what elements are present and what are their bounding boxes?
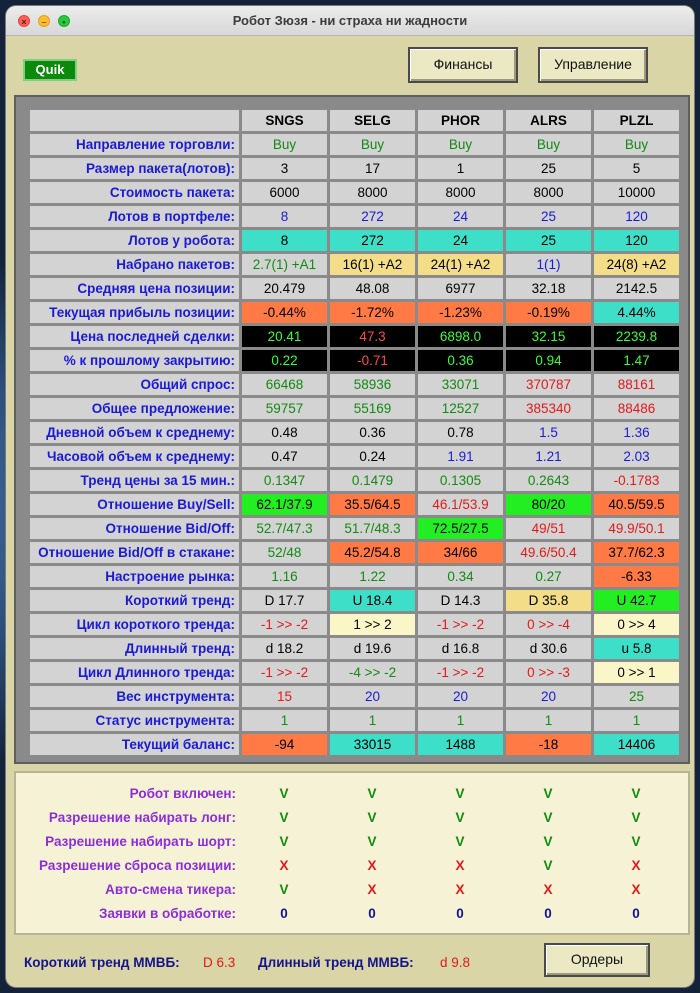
grid-row xyxy=(30,230,679,251)
permission-row xyxy=(16,877,680,901)
grid-cell: 88161 xyxy=(594,374,679,395)
permission-toggle[interactable]: X xyxy=(631,857,641,873)
permission-toggle[interactable]: 0 xyxy=(280,905,288,921)
status-footer xyxy=(6,938,694,987)
grid-cell: -0.1783 xyxy=(594,470,679,491)
grid-cell: 1.47 xyxy=(594,350,679,371)
grid-cell: Buy xyxy=(594,134,679,155)
grid-cell: Buy xyxy=(330,134,415,155)
grid-cell: 40.5/59.5 xyxy=(594,494,679,515)
grid-cell: 0.1347 xyxy=(242,470,327,491)
grid-cell: d 16.8 xyxy=(418,638,503,659)
grid-cell: d 18.2 xyxy=(242,638,327,659)
permission-label: Разрешение набирать лонг: xyxy=(48,809,236,825)
title-bar xyxy=(6,6,694,36)
grid-cell: 1.36 xyxy=(594,422,679,443)
permission-toggle[interactable]: V xyxy=(455,833,465,849)
permissions-panel xyxy=(14,771,690,935)
grid-cell: 1 xyxy=(330,710,415,731)
grid-cell: 1 xyxy=(506,710,591,731)
grid-cell: -1.72% xyxy=(330,302,415,323)
grid-cell: 0.48 xyxy=(242,422,327,443)
permission-toggle[interactable]: 0 xyxy=(632,905,640,921)
grid-row xyxy=(30,350,679,371)
grid-cell: 24(1) +A2 xyxy=(418,254,503,275)
grid-cell: 0.24 xyxy=(330,446,415,467)
grid-cell: 0.1305 xyxy=(418,470,503,491)
grid-cell: -1.23% xyxy=(418,302,503,323)
grid-cell: 8 xyxy=(242,230,327,251)
grid-cell: 12527 xyxy=(418,398,503,419)
grid-row xyxy=(30,734,679,755)
permission-toggle[interactable]: V xyxy=(279,833,289,849)
row-label: Короткий тренд: xyxy=(30,590,239,611)
grid-cell: 0.78 xyxy=(418,422,503,443)
grid-cell: 58936 xyxy=(330,374,415,395)
row-label: Лотов у робота: xyxy=(30,230,239,251)
close-icon[interactable]: × xyxy=(18,15,30,27)
permission-toggle[interactable]: 0 xyxy=(544,905,552,921)
row-label: Цикл Длинного тренда: xyxy=(30,662,239,683)
grid-row xyxy=(30,278,679,299)
grid-cell: 0.47 xyxy=(242,446,327,467)
grid-cell: -1 >> -2 xyxy=(242,614,327,635)
row-label: Отношение Bid/Off в стакане: xyxy=(30,542,239,563)
grid-cell: D 35.8 xyxy=(506,590,591,611)
grid-cell: 25 xyxy=(594,686,679,707)
grid-row xyxy=(30,158,679,179)
permissions-table xyxy=(16,781,680,925)
grid-row xyxy=(30,662,679,683)
permission-toggle[interactable]: V xyxy=(455,809,465,825)
permission-toggle[interactable]: V xyxy=(279,809,289,825)
grid-cell: 20.41 xyxy=(242,326,327,347)
permission-toggle[interactable]: X xyxy=(543,881,553,897)
grid-row xyxy=(30,470,679,491)
row-label: Общее предложение: xyxy=(30,398,239,419)
row-label: % к прошлому закрытию: xyxy=(30,350,239,371)
grid-cell: 6977 xyxy=(418,278,503,299)
grid-cell: 120 xyxy=(594,206,679,227)
grid-cell: 62.1/37.9 xyxy=(242,494,327,515)
permission-row xyxy=(16,853,680,877)
grid-corner xyxy=(30,110,239,131)
grid-cell: 20 xyxy=(418,686,503,707)
grid-cell: 0 >> -4 xyxy=(506,614,591,635)
permission-toggle[interactable]: V xyxy=(279,785,289,801)
permission-toggle[interactable]: V xyxy=(631,785,641,801)
grid-cell: 1(1) xyxy=(506,254,591,275)
long-trend-value: d 9.8 xyxy=(440,955,471,970)
grid-cell: 37.7/62.3 xyxy=(594,542,679,563)
grid-cell: 272 xyxy=(330,206,415,227)
grid-cell: -1 >> -2 xyxy=(418,662,503,683)
permission-row xyxy=(16,805,680,829)
grid-cell: 0.27 xyxy=(506,566,591,587)
row-label: Тренд цены за 15 мин.: xyxy=(30,470,239,491)
permission-label: Авто-смена тикера: xyxy=(105,881,236,897)
grid-cell: 0.1479 xyxy=(330,470,415,491)
grid-cell: 2239.8 xyxy=(594,326,679,347)
grid-cell: -6.33 xyxy=(594,566,679,587)
grid-cell: 15 xyxy=(242,686,327,707)
grid-cell: 5 xyxy=(594,158,679,179)
permission-toggle[interactable]: V xyxy=(543,833,553,849)
grid-cell: d 30.6 xyxy=(506,638,591,659)
grid-cell: 24 xyxy=(418,206,503,227)
ticker-header[interactable]: PLZL xyxy=(594,110,679,131)
row-label: Текущая прибыль позиции: xyxy=(30,302,239,323)
permission-toggle[interactable]: X xyxy=(367,857,377,873)
grid-cell: U 42.7 xyxy=(594,590,679,611)
grid-cell: 4.44% xyxy=(594,302,679,323)
row-label: Длинный тренд: xyxy=(30,638,239,659)
grid-cell: 88486 xyxy=(594,398,679,419)
grid-cell: 1 xyxy=(242,710,327,731)
row-label: Вес инструмента: xyxy=(30,686,239,707)
grid-cell: d 19.6 xyxy=(330,638,415,659)
grid-cell: -94 xyxy=(242,734,327,755)
grid-cell: 52/48 xyxy=(242,542,327,563)
grid-cell: 24(8) +A2 xyxy=(594,254,679,275)
grid-cell: 1.22 xyxy=(330,566,415,587)
permission-toggle[interactable]: V xyxy=(367,809,377,825)
grid-row xyxy=(30,254,679,275)
row-label: Лотов в портфеле: xyxy=(30,206,239,227)
grid-cell: 0 >> -3 xyxy=(506,662,591,683)
permission-toggle[interactable]: X xyxy=(367,881,377,897)
grid-cell: 80/20 xyxy=(506,494,591,515)
grid-row xyxy=(30,494,679,515)
row-label: Размер пакета(лотов): xyxy=(30,158,239,179)
grid-cell: -18 xyxy=(506,734,591,755)
window-title: Робот Зюзя - ни страха ни жадности xyxy=(232,13,468,28)
ticker-header[interactable]: ALRS xyxy=(506,110,591,131)
grid-row xyxy=(30,182,679,203)
grid-row xyxy=(30,446,679,467)
grid-cell: 20 xyxy=(506,686,591,707)
grid-cell: 14406 xyxy=(594,734,679,755)
grid-row xyxy=(30,374,679,395)
grid-cell: Buy xyxy=(418,134,503,155)
grid-cell: 3 xyxy=(242,158,327,179)
grid-cell: 272 xyxy=(330,230,415,251)
row-label: Статус инструмента: xyxy=(30,710,239,731)
permission-toggle[interactable]: X xyxy=(279,857,289,873)
row-label: Цена последней сделки: xyxy=(30,326,239,347)
grid-cell: 1.5 xyxy=(506,422,591,443)
grid-cell: 45.2/54.8 xyxy=(330,542,415,563)
grid-cell: 17 xyxy=(330,158,415,179)
grid-cell: D 14.3 xyxy=(418,590,503,611)
grid-row xyxy=(30,710,679,731)
permission-toggle[interactable]: V xyxy=(367,833,377,849)
grid-cell: 2.7(1) +A1 xyxy=(242,254,327,275)
row-label: Текущий баланс: xyxy=(30,734,239,755)
minimize-icon[interactable]: – xyxy=(38,15,50,27)
grid-cell: 6000 xyxy=(242,182,327,203)
orders-button[interactable]: Ордеры xyxy=(544,943,650,977)
grid-cell: -0.19% xyxy=(506,302,591,323)
grid-cell: 0 >> 1 xyxy=(594,662,679,683)
grid-header-row xyxy=(30,110,679,131)
long-trend-label: Длинный тренд ММВБ: xyxy=(258,955,414,970)
grid-cell: 0 >> 4 xyxy=(594,614,679,635)
grid-cell: 32.15 xyxy=(506,326,591,347)
instrument-grid xyxy=(27,107,682,758)
row-label: Цикл короткого тренда: xyxy=(30,614,239,635)
permission-toggle[interactable]: X xyxy=(631,881,641,897)
grid-cell: 66468 xyxy=(242,374,327,395)
grid-row xyxy=(30,614,679,635)
grid-cell: 1.21 xyxy=(506,446,591,467)
grid-cell: Buy xyxy=(506,134,591,155)
grid-cell: 1488 xyxy=(418,734,503,755)
grid-cell: 0.22 xyxy=(242,350,327,371)
grid-cell: 6898.0 xyxy=(418,326,503,347)
ticker-header[interactable]: SNGS xyxy=(242,110,327,131)
instrument-grid-panel xyxy=(14,95,690,764)
permission-toggle[interactable]: V xyxy=(543,809,553,825)
grid-row xyxy=(30,518,679,539)
row-label: Отношение Buy/Sell: xyxy=(30,494,239,515)
permission-toggle[interactable]: V xyxy=(543,785,553,801)
grid-cell: U 18.4 xyxy=(330,590,415,611)
grid-cell: 1.91 xyxy=(418,446,503,467)
grid-cell: -0.44% xyxy=(242,302,327,323)
grid-cell: 385340 xyxy=(506,398,591,419)
row-label: Общий спрос: xyxy=(30,374,239,395)
grid-cell: 1 xyxy=(418,710,503,731)
short-trend-value: D 6.3 xyxy=(203,955,236,970)
grid-row xyxy=(30,302,679,323)
permission-row xyxy=(16,781,680,805)
grid-cell: 0.36 xyxy=(418,350,503,371)
grid-row xyxy=(30,566,679,587)
permission-label: Разрешение сброса позиции: xyxy=(39,857,236,873)
grid-cell: 48.08 xyxy=(330,278,415,299)
grid-cell: 25 xyxy=(506,158,591,179)
grid-cell: 1.16 xyxy=(242,566,327,587)
row-label: Отношение Bid/Off: xyxy=(30,518,239,539)
grid-cell: 24 xyxy=(418,230,503,251)
grid-cell: 20 xyxy=(330,686,415,707)
grid-cell: 49.6/50.4 xyxy=(506,542,591,563)
permission-toggle[interactable]: X xyxy=(455,857,465,873)
grid-cell: 8000 xyxy=(418,182,503,203)
grid-cell: 8 xyxy=(242,206,327,227)
permission-row xyxy=(16,901,680,925)
grid-cell: 35.5/64.5 xyxy=(330,494,415,515)
row-label: Средняя цена позиции: xyxy=(30,278,239,299)
grid-row xyxy=(30,542,679,563)
grid-cell: 16(1) +A2 xyxy=(330,254,415,275)
grid-cell: 49.9/50.1 xyxy=(594,518,679,539)
grid-row xyxy=(30,326,679,347)
grid-row xyxy=(30,638,679,659)
row-label: Набрано пакетов: xyxy=(30,254,239,275)
grid-cell: 8000 xyxy=(330,182,415,203)
grid-row xyxy=(30,590,679,611)
permission-row xyxy=(16,829,680,853)
manage-button[interactable]: Управление xyxy=(538,47,648,83)
toolbar xyxy=(6,36,694,94)
grid-cell: 46.1/53.9 xyxy=(418,494,503,515)
grid-cell: 47.3 xyxy=(330,326,415,347)
ticker-header[interactable]: PHOR xyxy=(418,110,503,131)
maximize-icon[interactable]: • xyxy=(58,15,70,27)
grid-cell: 1 >> 2 xyxy=(330,614,415,635)
permission-toggle[interactable]: V xyxy=(631,809,641,825)
grid-cell: 34/66 xyxy=(418,542,503,563)
finance-button[interactable]: Финансы xyxy=(408,47,518,83)
grid-cell: 49/51 xyxy=(506,518,591,539)
grid-cell: 370787 xyxy=(506,374,591,395)
grid-cell: 59757 xyxy=(242,398,327,419)
grid-cell: -1 >> -2 xyxy=(242,662,327,683)
grid-cell: 55169 xyxy=(330,398,415,419)
grid-row xyxy=(30,686,679,707)
row-label: Дневной объем к среднему: xyxy=(30,422,239,443)
permission-label: Заявки в обработке: xyxy=(99,905,236,921)
grid-cell: 0.34 xyxy=(418,566,503,587)
grid-cell: 0.2643 xyxy=(506,470,591,491)
grid-cell: 20.479 xyxy=(242,278,327,299)
grid-cell: -4 >> -2 xyxy=(330,662,415,683)
grid-cell: 33071 xyxy=(418,374,503,395)
grid-cell: 1 xyxy=(594,710,679,731)
grid-cell: -0.71 xyxy=(330,350,415,371)
permission-toggle[interactable]: V xyxy=(455,785,465,801)
grid-cell: D 17.7 xyxy=(242,590,327,611)
permission-toggle[interactable]: V xyxy=(543,857,553,873)
grid-cell: 8000 xyxy=(506,182,591,203)
grid-cell: 2142.5 xyxy=(594,278,679,299)
grid-cell: 0.94 xyxy=(506,350,591,371)
row-label: Настроение рынка: xyxy=(30,566,239,587)
grid-row xyxy=(30,134,679,155)
permission-toggle[interactable]: 0 xyxy=(368,905,376,921)
grid-row xyxy=(30,206,679,227)
quik-status-badge[interactable]: Quik xyxy=(23,59,77,81)
grid-row xyxy=(30,422,679,443)
ticker-header[interactable]: SELG xyxy=(330,110,415,131)
grid-cell: -1 >> -2 xyxy=(418,614,503,635)
permission-toggle[interactable]: X xyxy=(455,881,465,897)
permission-label: Разрешение набирать шорт: xyxy=(45,833,236,849)
permission-toggle[interactable]: V xyxy=(279,881,289,897)
app-window xyxy=(6,6,694,987)
grid-cell: 120 xyxy=(594,230,679,251)
row-label: Часовой объем к среднему: xyxy=(30,446,239,467)
grid-cell: Buy xyxy=(242,134,327,155)
permission-toggle[interactable]: V xyxy=(367,785,377,801)
grid-cell: 33015 xyxy=(330,734,415,755)
grid-cell: u 5.8 xyxy=(594,638,679,659)
grid-cell: 32.18 xyxy=(506,278,591,299)
grid-cell: 25 xyxy=(506,230,591,251)
row-label: Стоимость пакета: xyxy=(30,182,239,203)
permission-label: Робот включен: xyxy=(129,785,236,801)
grid-cell: 51.7/48.3 xyxy=(330,518,415,539)
grid-cell: 72.5/27.5 xyxy=(418,518,503,539)
row-label: Направление торговли: xyxy=(30,134,239,155)
grid-cell: 0.36 xyxy=(330,422,415,443)
short-trend-label: Короткий тренд ММВБ: xyxy=(24,955,180,970)
grid-cell: 25 xyxy=(506,206,591,227)
grid-cell: 2.03 xyxy=(594,446,679,467)
grid-cell: 52.7/47.3 xyxy=(242,518,327,539)
permission-toggle[interactable]: V xyxy=(631,833,641,849)
grid-cell: 10000 xyxy=(594,182,679,203)
grid-row xyxy=(30,398,679,419)
permission-toggle[interactable]: 0 xyxy=(456,905,464,921)
grid-cell: 1 xyxy=(418,158,503,179)
